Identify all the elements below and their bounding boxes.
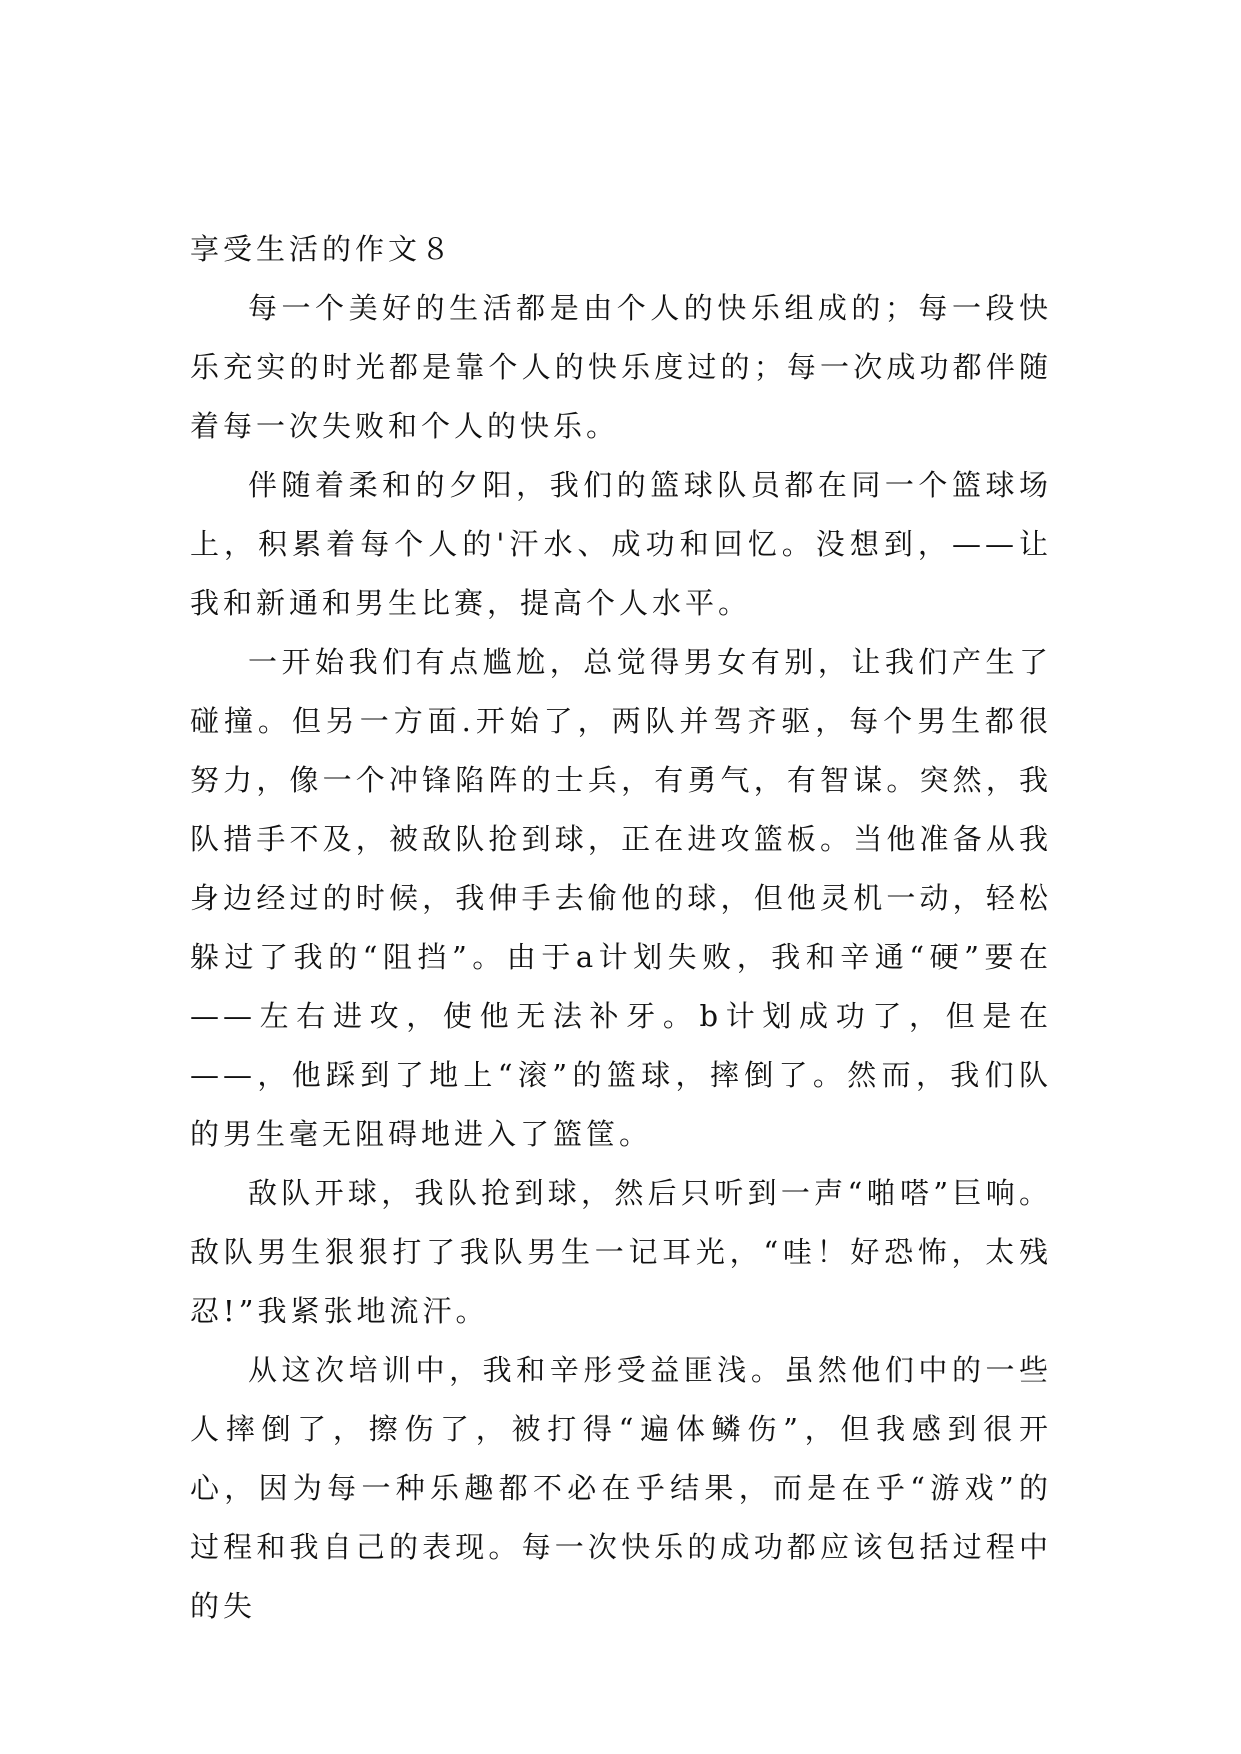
essay-title: 享受生活的作文８: [190, 232, 455, 266]
paragraph-4: 敌队开球，我队抢到球，然后只听到一声“啪嗒”巨响。敌队男生狠狠打了我队男生一记耳光，“哇！好恐怖，太残忍!”我紧张地流汗。: [190, 1176, 1052, 1328]
paragraph-3: 一开始我们有点尴尬，总觉得男女有别，让我们产生了碰撞。但另一方面.开始了，两队并驾齐驱，每个男生都很努力，像一个冲锋陷阵的士兵，有勇气，有智谋。突然，我队措手不及，被敌队抢到球，正在进攻篮板。当他准备从我身边经过的时候，我伸手去偷他的球，但他灵机一动，轻松躲过了我的“阻挡”。由于a计划失败，我和辛通“硬”要在——左右进攻，使他无法补牙。b计划成功了，但是在——，他踩到了地上“滚”的篮球，摔倒了。然而，我们队的男生毫无阻碍地进入了篮筐。: [190, 645, 1052, 1151]
document-body: [190, 220, 1052, 1636]
paragraph-2: 伴随着柔和的夕阳，我们的篮球队员都在同一个篮球场上，积累着每个人的'汗水、成功和回忆。没想到，——让我和新通和男生比赛，提高个人水平。: [190, 468, 1052, 620]
paragraph-1: 每一个美好的生活都是由个人的快乐组成的；每一段快乐充实的时光都是靠个人的快乐度过的；每一次成功都伴随着每一次失败和个人的快乐。: [190, 291, 1052, 443]
paragraph-5: 从这次培训中，我和辛彤受益匪浅。虽然他们中的一些人摔倒了，擦伤了，被打得“遍体鳞伤”，但我感到很开心，因为每一种乐趣都不必在乎结果，而是在乎“游戏”的过程和我自己的表现。每一次快乐的成功都应该包括过程中的失: [190, 1353, 1052, 1623]
